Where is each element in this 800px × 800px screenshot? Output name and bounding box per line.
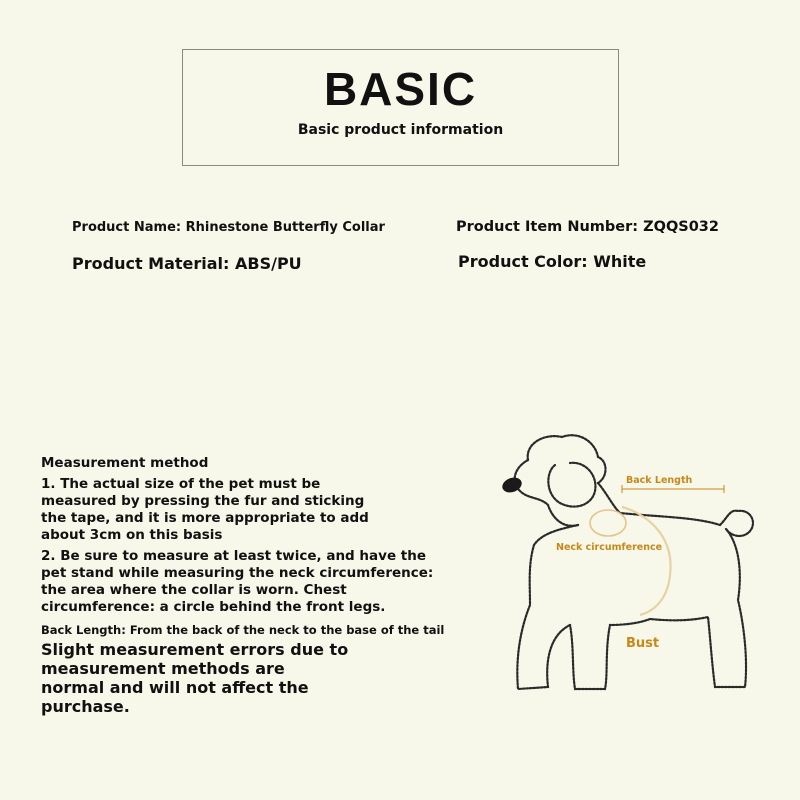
back-length-label: Back Length — [626, 475, 693, 486]
product-material: Product Material: ABS/PU — [72, 254, 302, 273]
product-item-number: Product Item Number: ZQQS032 — [456, 219, 719, 235]
product-name: Product Name: Rhinestone Butterfly Collar — [72, 220, 385, 235]
neck-circumference-label: Neck circumference — [556, 542, 663, 553]
header-box — [182, 49, 619, 166]
neck-circle — [590, 510, 626, 536]
product-color: Product Color: White — [458, 252, 647, 271]
measurement-title: Measurement method — [41, 455, 209, 471]
measurement-step-1: 1. The actual size of the pet must be measured by pressing the fur and sticking the tape, and it is more appropriate to add about 3cm on this basis — [41, 476, 369, 543]
bust-label: Bust — [626, 636, 660, 651]
measurement-step-2: 2. Be sure to measure at least twice, and have the pet stand while measuring the neck circumference: the area where the collar is worn. Chest circumference: a circle behind the front legs. — [41, 548, 434, 615]
page-subtitle: Basic product information — [297, 122, 504, 138]
bust-line — [622, 507, 671, 615]
back-length-note: Back Length: From the back of the neck to the base of the tail — [41, 623, 445, 637]
measurement-disclaimer: Slight measurement errors due to measurement methods are normal and will not affect the purchase. — [41, 640, 349, 716]
page-title: BASIC — [323, 63, 478, 115]
dog-measurement-diagram — [490, 425, 780, 705]
